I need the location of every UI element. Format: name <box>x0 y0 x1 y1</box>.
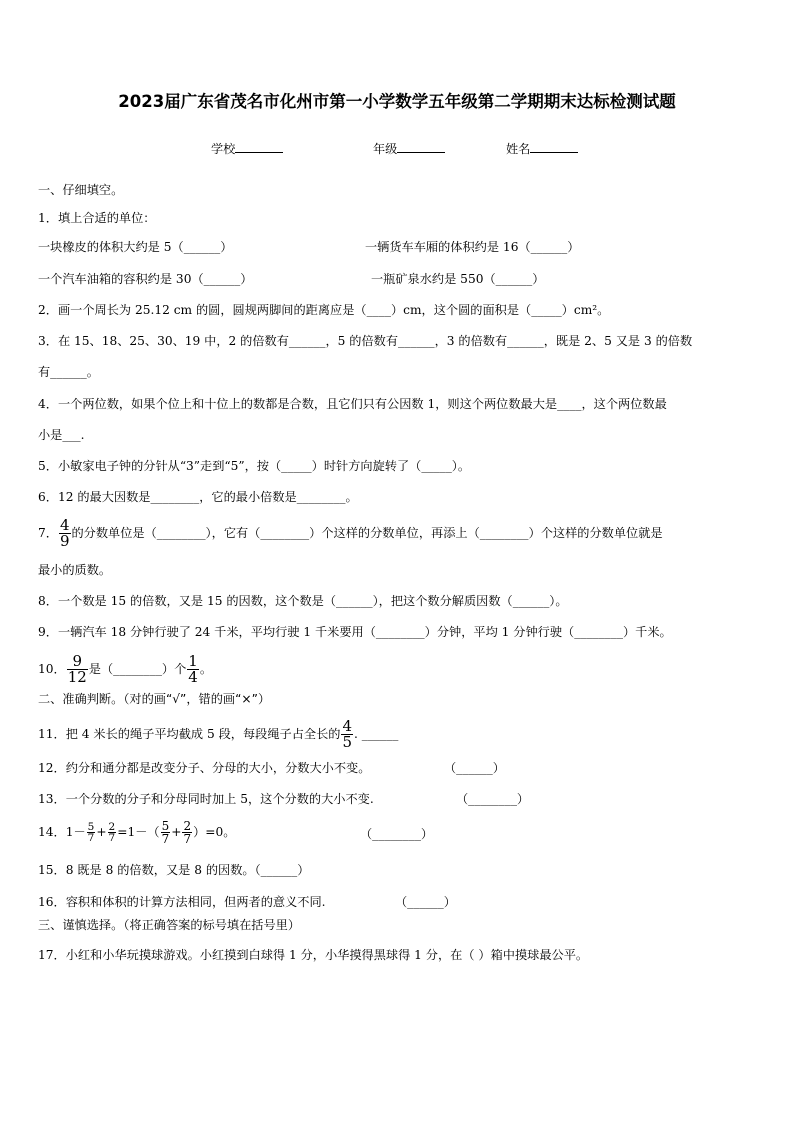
q10-text: 是（________）个 <box>88 662 187 676</box>
q6: 6．12 的最大因数是________，它的最小倍数是________。 <box>38 490 358 504</box>
q9: 9．一辆汽车 18 分钟行驶了 24 千米，平均行驶 1 千米要用（________）分钟，平均 1 分钟行驶（________）千米。 <box>38 625 672 639</box>
q10 <box>38 654 212 685</box>
section-1-heading: 一、仔细填空。 <box>38 183 124 197</box>
fraction-numerator: 5 <box>161 819 170 833</box>
q10-fraction-2 <box>187 654 199 685</box>
name-field <box>506 140 578 157</box>
fraction-denominator: 5 <box>342 733 352 751</box>
q13-blank: （________） <box>456 792 530 806</box>
fraction-denominator: 7 <box>161 832 170 846</box>
q7-line1 <box>38 518 663 549</box>
q14-blank: （________） <box>360 827 434 841</box>
fraction-denominator: 7 <box>108 832 116 844</box>
q14-text-mid: =1－（ <box>117 825 160 839</box>
q16: 16．容积和体积的计算方法相同，但两者的意义不同. <box>38 895 326 909</box>
name-blank <box>530 141 578 153</box>
q7-text: 的分数单位是（________），它有（________）个这样的分数单位，再添上（________）个这样的分数单位就是 <box>71 526 663 540</box>
q14-fraction-3 <box>161 820 171 845</box>
q3-line2: 有______。 <box>38 365 99 379</box>
q11-text: 11．把 4 米长的绳子平均截成 5 段，每段绳子占全长的 <box>38 727 341 741</box>
q14-text-start: 14．1－ <box>38 825 86 839</box>
q14-fraction-2 <box>108 822 117 844</box>
fraction-denominator: 4 <box>188 668 198 686</box>
q10-end: 。 <box>199 662 213 676</box>
q17: 17．小红和小华玩摸球游戏。小红摸到白球得 1 分，小华摸得黑球得 1 分，在（ ）箱中摸球最公平。 <box>38 948 589 962</box>
section-3-heading: 三、谨慎选择。（将正确答案的标号填在括号里） <box>38 918 301 932</box>
fraction-numerator: 4 <box>342 717 352 735</box>
q8: 8．一个数是 15 的倍数，又是 15 的因数，这个数是（______），把这个数分解质因数（______）。 <box>38 594 568 608</box>
fraction-denominator: 12 <box>67 668 87 686</box>
school-blank <box>235 141 283 153</box>
section-2-heading: 二、准确判断。（对的画“√”，错的画“×”） <box>38 692 271 706</box>
fraction-numerator: 9 <box>67 654 88 670</box>
q11 <box>38 719 398 750</box>
fraction-denominator: 9 <box>59 532 70 550</box>
fraction-numerator: 2 <box>183 819 192 833</box>
school-label: 学校 <box>211 142 236 156</box>
grade-field <box>373 140 445 157</box>
q1-stem: 1．填上合适的单位： <box>38 211 156 225</box>
q13: 13．一个分数的分子和分母同时加上 5，这个分数的大小不变. <box>38 792 374 806</box>
q12-blank: （______） <box>444 761 505 775</box>
q1-item-c: 一个汽车油箱的容积约是 30（______） <box>38 272 253 286</box>
q16-blank: （______） <box>395 895 456 909</box>
q1-item-a: 一块橡皮的体积大约是 5（______） <box>38 240 233 254</box>
plus-sign: + <box>96 825 107 839</box>
q11-fraction <box>341 719 353 750</box>
q1-item-b: 一辆货车车厢的体积约是 16（______） <box>365 240 580 254</box>
q10-number: 10． <box>38 662 66 676</box>
q5: 5．小敏家电子钟的分针从“3”走到“5”，按（_____）时针方向旋转了（_____）。 <box>38 459 471 473</box>
q15: 15．8 既是 8 的倍数，又是 8 的因数。（______） <box>38 863 310 877</box>
q10-fraction-1 <box>67 654 88 685</box>
fraction-numerator: 4 <box>59 516 70 534</box>
fraction-denominator: 7 <box>183 832 192 846</box>
grade-label: 年级 <box>373 142 398 156</box>
q7-line2: 最小的质数。 <box>38 563 112 577</box>
fraction-numerator: 1 <box>188 652 198 670</box>
q2: 2．画一个周长为 25.12 cm 的圆，圆规两脚间的距离应是（____）cm，这个圆的面积是（_____）cm²。 <box>38 303 610 317</box>
plus-sign: + <box>171 825 182 839</box>
school-field <box>211 140 283 157</box>
q7-number: 7． <box>38 526 58 540</box>
q14-text-end: ）=0。 <box>193 825 236 839</box>
q14 <box>38 820 235 845</box>
q14-fraction-4 <box>182 820 192 845</box>
grade-blank <box>397 141 445 153</box>
q12: 12．约分和通分都是改变分子、分母的大小，分数大小不变。 <box>38 761 371 775</box>
q1-item-d: 一瓶矿泉水约是 550（______） <box>371 272 545 286</box>
q14-fraction-1 <box>87 822 96 844</box>
q4-line1: 4．一个两位数，如果个位上和十位上的数都是合数，且它们只有公因数 1，则这个两位数最大是____，这个两位数最 <box>38 397 667 411</box>
name-label: 姓名 <box>506 142 531 156</box>
q4-line2: 小是___. <box>38 428 85 442</box>
fraction-denominator: 7 <box>87 832 95 844</box>
fraction-numerator: 5 <box>87 820 95 833</box>
q3-line1: 3．在 15、18、25、30、19 中，2 的倍数有______，5 的倍数有______，3 的倍数有______，既是 2、5 又是 3 的倍数 <box>38 334 693 348</box>
q11-blank: . ______ <box>354 727 399 741</box>
q7-fraction <box>59 518 71 549</box>
fraction-numerator: 2 <box>108 820 116 833</box>
page-title: 2023届广东省茂名市化州市第一小学数学五年级第二学期期末达标检测试题 <box>118 92 676 111</box>
